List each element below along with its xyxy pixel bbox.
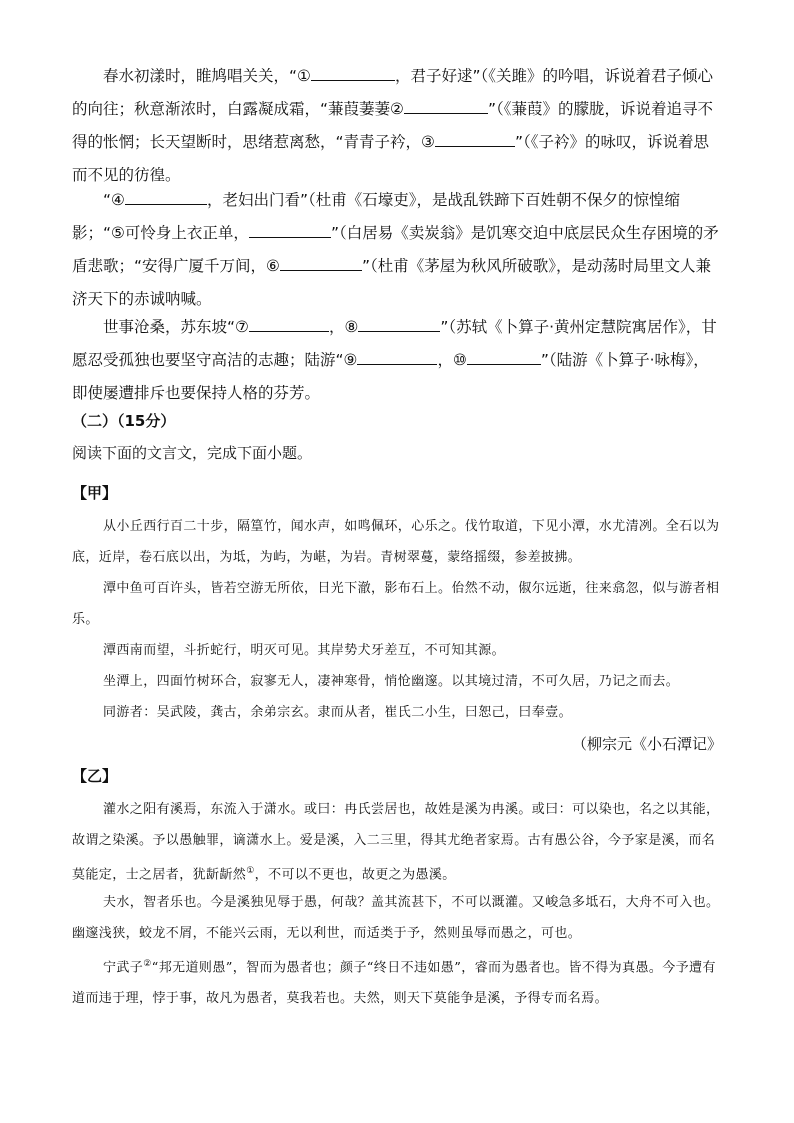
- text-segment: 春水初漾时，睢鸠唱关关，“①: [103, 67, 311, 85]
- text-segment: ”（白居易《卖炭翁》是饥寒交迫中底层民众生存困境的矛盾悲歌；“安得广厦千万间，⑥: [72, 224, 719, 275]
- footnote-marker: ②: [143, 959, 152, 969]
- answer-blank-7[interactable]: [249, 315, 329, 332]
- yi-paragraph-3: [72, 949, 722, 1014]
- answer-blank-8[interactable]: [358, 315, 440, 332]
- fill-blank-paragraph-1: [72, 60, 722, 192]
- jia-paragraph-2: 潭中鱼可百许头，皆若空游无所依，日光下澈，影布石上。佁然不动，俶尔远逝，往来翕忽，似与游者相乐。: [72, 581, 720, 627]
- text-segment: ，⑧: [328, 318, 359, 336]
- text-segment: ”（杜甫《茅屋为秋风所破歌》，是动荡时局里文人兼济天下的赤诚呐喊。: [72, 257, 711, 308]
- fill-blank-paragraph-3: [72, 311, 722, 410]
- answer-blank-6[interactable]: [280, 254, 362, 271]
- jia-paragraph-3: 潭西南而望，斗折蛇行，明灭可见。其岸势犬牙差互，不可知其源。: [103, 643, 506, 658]
- text-segment: 宁武子: [103, 960, 144, 976]
- text-segment: “④: [103, 191, 125, 209]
- text-segment: ”（苏轼《卜算子·黄州定慧院寓居作》，甘愿忍受孤独也要坚守高洁的志趣；陆游“⑨: [72, 318, 717, 369]
- text-segment: ”（陆游《卜算子·咏梅》，即使屡遭排斥也要保持人格的芬芳。: [72, 351, 709, 402]
- fill-blank-paragraph-2: [72, 184, 722, 316]
- passage-label-yi: 【乙】: [72, 767, 118, 785]
- text-segment: ，⑩: [437, 351, 467, 369]
- answer-blank-2[interactable]: [404, 97, 488, 114]
- section-heading: （二）（15分）: [72, 412, 176, 430]
- yi-paragraph-2: 夫水，智者乐也。今是溪独见辱于愚，何哉？盖其流甚下，不可以溉灌。又峻急多坻石，大舟不可入也。幽邃浅狭，蛟龙不屑，不能兴云雨，无以利世，而适类于予，然则虽辱而愚之，可也。: [72, 895, 720, 941]
- jia-source-citation: （柳宗元《小石潭记》: [571, 735, 722, 753]
- jia-paragraph-1: 从小丘西行百二十步，隔篁竹，闻水声，如鸣佩环，心乐之。伐竹取道，下见小潭，水尤清冽。全石以为底，近岸，卷石底以出，为坻，为屿，为嵁，为岩。青树翠蔓，蒙络摇缀，参差披拂。: [72, 519, 720, 565]
- answer-blank-1[interactable]: [311, 64, 395, 81]
- text-segment: ，君子好逑”（《关雎》的吟唱，诉说着君子倾心的向往；秋意渐浓时，白露凝成霜，“蒹葭萋萋②: [72, 67, 713, 118]
- yi-paragraph-1: [72, 794, 722, 890]
- text-segment: ，不可以不更也，故更之为愚溪。: [254, 867, 456, 883]
- text-segment: ，老妇出门看”（杜甫《石壕吏》，是战乱铁蹄下百姓朝不保夕的惊惶缩影；“⑤可怜身上衣正单，: [72, 191, 680, 242]
- text-segment: ”（《蒹葭》的朦胧，诉说着追寻不得的怅惘；长天望断时，思绪惹离愁，“青青子衿，③: [72, 100, 713, 151]
- text-segment: “邦无道则愚”，智而为愚者也；颜子“终日不违如愚”，睿而为愚者也。皆不得为真愚。今予遭有道而违于理，悖于事，故凡为愚者，莫我若也。夫然，则天下莫能争是溪，予得专而名焉。: [72, 960, 716, 1007]
- text-segment: 灌水之阳有溪焉，东流入于潇水。或曰：冉氏尝居也，故姓是溪为冉溪。或曰：可以染也，名之以其能，故谓之染溪。予以愚触罪，谪潇水上。爱是溪，入二三里，得其尤绝者家焉。古有愚公谷，今予家是溪，而名莫能定，士之居者，犹龂龂然: [72, 802, 720, 883]
- jia-paragraph-5: 同游者：吴武陵，龚古，余弟宗玄。隶而从者，崔氏二小生，曰恕己，曰奉壹。: [103, 705, 573, 720]
- text-segment: ”（《子衿》的咏叹，诉说着思而不见的彷徨。: [72, 133, 709, 184]
- answer-blank-10[interactable]: [467, 348, 541, 365]
- passage-label-jia: 【甲】: [72, 484, 118, 502]
- section-instruction: 阅读下面的文言文，完成下面小题。: [72, 444, 313, 462]
- answer-blank-5[interactable]: [249, 221, 331, 238]
- answer-blank-3[interactable]: [435, 130, 515, 147]
- answer-blank-9[interactable]: [357, 348, 437, 365]
- answer-blank-4[interactable]: [125, 188, 207, 205]
- text-segment: 世事沧桑，苏东坡“⑦: [103, 318, 249, 336]
- jia-paragraph-4: 坐潭上，四面竹树环合，寂寥无人，凄神寒骨，悄怆幽邃。以其境过清，不可久居，乃记之而去。: [103, 674, 680, 689]
- footnote-marker: ①: [246, 866, 255, 876]
